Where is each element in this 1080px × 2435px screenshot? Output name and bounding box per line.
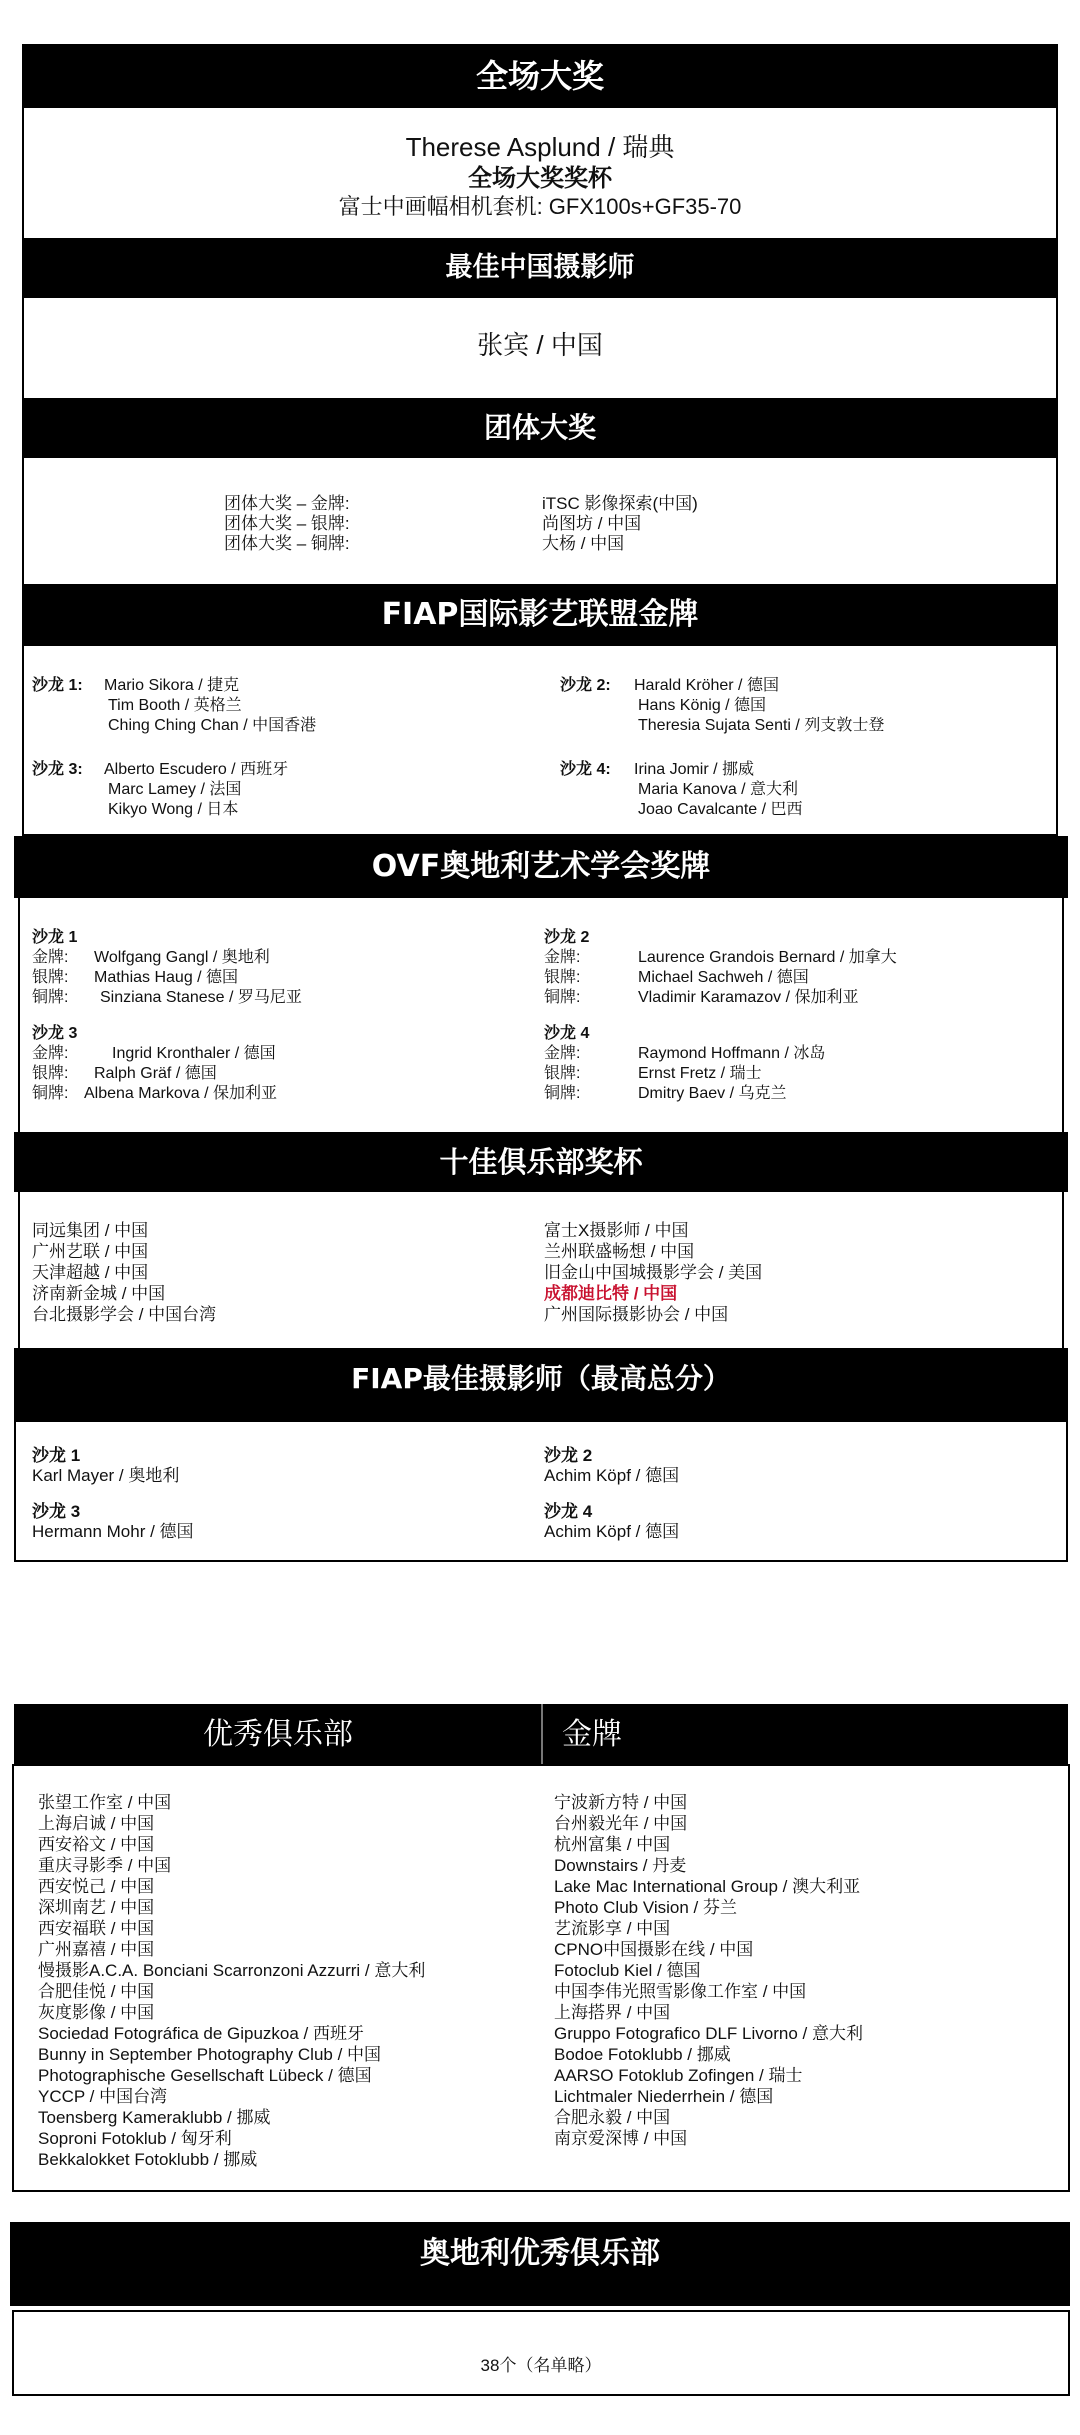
team-silver-label: 团体大奖 – 银牌: — [224, 514, 350, 533]
excellent-clubs-title-left: 优秀俱乐部 — [203, 1717, 353, 1752]
list-item: 合肥佳悦 / 中国 — [38, 1982, 155, 2001]
team-box — [22, 456, 1058, 586]
fiap-best-salon4-name: Achim Köpf / 德国 — [544, 1522, 680, 1541]
list-item: YCCP / 中国台湾 — [38, 2087, 168, 2106]
fiap-best-header — [14, 1348, 1068, 1422]
ovf-salon2-gold: Laurence Grandois Bernard / 加拿大 — [638, 949, 897, 966]
austria-clubs-box — [12, 2310, 1070, 2396]
best-chinese-header — [22, 238, 1058, 298]
team-gold-winner: iTSC 影像探索(中国) — [542, 494, 698, 513]
ovf-salon1-bronze: Sinziana Stanese / 罗马尼亚 — [100, 989, 302, 1006]
fiap-gold-header — [22, 584, 1058, 646]
list-item: 合肥永毅 / 中国 — [554, 2108, 671, 2127]
ovf-salon3-gold: Ingrid Kronthaler / 德国 — [112, 1045, 276, 1062]
list-item: 西安裕文 / 中国 — [38, 1835, 155, 1854]
excellent-clubs-right-list — [554, 1792, 863, 2149]
list-item: 上海启诚 / 中国 — [38, 1814, 155, 1833]
fiap-gold-title: FIAP国际影艺联盟金牌 — [381, 597, 699, 632]
list-item-highlighted: 成都迪比特 / 中国 — [544, 1284, 678, 1303]
fiap-best-salon2-name: Achim Köpf / 德国 — [544, 1466, 680, 1485]
ovf-salon1-label: 沙龙 1 — [32, 929, 78, 946]
list-item: Lichtmaler Niederrhein / 德国 — [554, 2087, 774, 2106]
excellent-clubs-box — [12, 1764, 1070, 2192]
list-item: 西安悦己 / 中国 — [38, 1877, 155, 1896]
list-item: 张望工作室 / 中国 — [38, 1793, 172, 1812]
fiap-gold-salon4-name: Maria Kanova / 意大利 — [638, 781, 799, 798]
ovf-medal-bronze-label: 铜牌: — [544, 1085, 581, 1102]
ovf-salon4-gold: Raymond Hoffmann / 冰岛 — [638, 1045, 826, 1062]
list-item: Bodoe Fotoklubb / 挪威 — [554, 2045, 731, 2064]
list-item: 南京爱深博 / 中国 — [554, 2129, 688, 2148]
list-item: 宁波新方特 / 中国 — [554, 1793, 688, 1812]
list-item: Bunny in September Photography Club / 中国 — [38, 2045, 382, 2064]
team-header — [22, 398, 1058, 458]
list-item: 西安福联 / 中国 — [38, 1919, 155, 1938]
fiap-best-salon3-label: 沙龙 3 — [32, 1502, 81, 1521]
top-clubs-left-list — [32, 1220, 216, 1325]
ovf-salon2-silver: Michael Sachweh / 德国 — [638, 969, 809, 986]
list-item: 广州艺联 / 中国 — [32, 1242, 149, 1261]
top-clubs-title: 十佳俱乐部奖杯 — [439, 1145, 643, 1179]
ovf-box — [18, 896, 1064, 1134]
ovf-medal-silver-label: 银牌: — [544, 969, 581, 986]
fiap-gold-salon3-name: Alberto Escudero / 西班牙 — [104, 761, 289, 778]
list-item: Bekkalokket Fotoklubb / 挪威 — [38, 2150, 258, 2169]
fiap-gold-salon4-name: Irina Jomir / 挪威 — [634, 761, 755, 778]
list-item: 灰度影像 / 中国 — [38, 2003, 155, 2022]
ovf-medal-gold-label: 金牌: — [544, 949, 581, 966]
ovf-salon4-silver: Ernst Fretz / 瑞士 — [638, 1065, 762, 1082]
best-chinese-box — [22, 296, 1058, 400]
fiap-gold-salon1-name: Ching Ching Chan / 中国香港 — [108, 717, 317, 734]
fiap-best-salon2-label: 沙龙 2 — [544, 1446, 593, 1465]
grand-prize-title: 全场大奖 — [475, 57, 604, 95]
list-item: Lake Mac International Group / 澳大利亚 — [554, 1877, 861, 1896]
list-item: Sociedad Fotográfica de Gipuzkoa / 西班牙 — [38, 2024, 364, 2043]
top-clubs-right-list — [544, 1220, 762, 1325]
fiap-gold-salon4-name: Joao Cavalcante / 巴西 — [638, 801, 803, 818]
ovf-salon1-gold: Wolfgang Gangl / 奥地利 — [94, 949, 270, 966]
ovf-salon2-bronze: Vladimir Karamazov / 保加利亚 — [638, 989, 859, 1006]
list-item: 广州国际摄影协会 / 中国 — [544, 1305, 729, 1324]
list-item: Photo Club Vision / 芬兰 — [554, 1898, 737, 1917]
ovf-title: OVF奥地利艺术学会奖牌 — [371, 849, 711, 884]
ovf-salon3-bronze: Albena Markova / 保加利亚 — [84, 1085, 277, 1102]
grand-prize-camera: 富士中画幅相机套机: GFX100s+GF35-70 — [338, 194, 742, 219]
list-item: AARSO Fotoklub Zofingen / 瑞士 — [554, 2066, 803, 2085]
ovf-medal-silver-label: 银牌: — [32, 1065, 69, 1082]
ovf-salon3-silver: Ralph Gräf / 德国 — [94, 1065, 217, 1082]
grand-prize-trophy: 全场大奖奖杯 — [468, 164, 612, 192]
list-item: 旧金山中国城摄影学会 / 美国 — [544, 1263, 763, 1282]
fiap-best-box — [14, 1420, 1068, 1562]
ovf-medal-bronze-label: 铜牌: — [32, 989, 69, 1006]
list-item: CPNO中国摄影在线 / 中国 — [554, 1940, 754, 1959]
list-item: 重庆寻影季 / 中国 — [38, 1856, 172, 1875]
austria-clubs-note: 38个（名单略） — [480, 2356, 602, 2375]
best-chinese-title: 最佳中国摄影师 — [445, 252, 635, 283]
fiap-gold-salon1-name: Mario Sikora / 捷克 — [104, 677, 240, 694]
fiap-best-salon1-label: 沙龙 1 — [32, 1446, 81, 1465]
ovf-medal-silver-label: 银牌: — [544, 1065, 581, 1082]
fiap-gold-salon2-name: Harald Kröher / 德国 — [634, 677, 779, 694]
ovf-medal-bronze-label: 铜牌: — [544, 989, 581, 1006]
fiap-gold-salon3-name: Marc Lamey / 法国 — [108, 781, 242, 798]
list-item: 艺流影享 / 中国 — [554, 1919, 671, 1938]
list-item: Soproni Fotoklub / 匈牙利 — [38, 2129, 232, 2148]
list-item: 同远集团 / 中国 — [32, 1221, 149, 1240]
fiap-gold-salon3-name: Kikyo Wong / 日本 — [108, 801, 239, 818]
ovf-medal-bronze-label: 铜牌: — [32, 1085, 69, 1102]
fiap-gold-salon1-name: Tim Booth / 英格兰 — [108, 697, 242, 714]
list-item: 济南新金城 / 中国 — [32, 1284, 166, 1303]
top-clubs-box — [18, 1190, 1064, 1350]
grand-prize-box — [22, 106, 1058, 240]
list-item: 富士X摄影师 / 中国 — [544, 1221, 689, 1240]
team-gold-label: 团体大奖 – 金牌: — [224, 494, 350, 513]
austria-clubs-header — [10, 2222, 1070, 2306]
fiap-best-salon4-label: 沙龙 4 — [544, 1502, 593, 1521]
ovf-medal-gold-label: 金牌: — [32, 1045, 69, 1062]
list-item: 中国李伟光照雪影像工作室 / 中国 — [554, 1982, 807, 2001]
ovf-salon4-bronze: Dmitry Baev / 乌克兰 — [638, 1085, 787, 1102]
fiap-gold-box — [22, 644, 1058, 836]
austria-clubs-title: 奥地利优秀俱乐部 — [420, 2236, 660, 2271]
fiap-best-title: FIAP最佳摄影师（最高总分） — [351, 1362, 731, 1395]
excellent-clubs-title-right: 金牌 — [562, 1717, 622, 1752]
list-item: 上海搭界 / 中国 — [554, 2003, 671, 2022]
excellent-clubs-divider — [541, 1704, 543, 1766]
best-chinese-winner: 张宾 / 中国 — [477, 330, 603, 360]
fiap-gold-salon4-label: 沙龙 4: — [560, 761, 611, 778]
fiap-best-salon1-name: Karl Mayer / 奥地利 — [32, 1466, 180, 1485]
list-item: Downstairs / 丹麦 — [554, 1856, 687, 1875]
top-clubs-header — [14, 1132, 1068, 1192]
ovf-medal-silver-label: 银牌: — [32, 969, 69, 986]
ovf-salon3-label: 沙龙 3 — [32, 1025, 78, 1042]
excellent-clubs-header — [14, 1704, 1068, 1766]
list-item: 台北摄影学会 / 中国台湾 — [32, 1305, 217, 1324]
team-title: 团体大奖 — [483, 411, 596, 444]
team-silver-winner: 尚图坊 / 中国 — [542, 514, 642, 533]
ovf-medal-gold-label: 金牌: — [32, 949, 69, 966]
fiap-gold-salon2-name: Hans König / 德国 — [638, 697, 767, 714]
list-item: 慢摄影A.C.A. Bonciani Scarronzoni Azzurri / 意大利 — [38, 1961, 426, 1980]
team-bronze-winner: 大杨 / 中国 — [542, 534, 625, 553]
list-item: Photographische Gesellschaft Lübeck / 德国 — [38, 2066, 372, 2085]
list-item: Toensberg Kameraklubb / 挪威 — [38, 2108, 271, 2127]
grand-prize-winner: Therese Asplund / 瑞典 — [405, 132, 675, 162]
fiap-gold-salon2-label: 沙龙 2: — [560, 677, 611, 694]
team-bronze-label: 团体大奖 – 铜牌: — [224, 534, 350, 553]
ovf-salon4-label: 沙龙 4 — [544, 1025, 590, 1042]
list-item: Gruppo Fotografico DLF Livorno / 意大利 — [554, 2024, 863, 2043]
ovf-medal-gold-label: 金牌: — [544, 1045, 581, 1062]
list-item: 广州嘉禧 / 中国 — [38, 1940, 155, 1959]
list-item: 天津超越 / 中国 — [32, 1263, 149, 1282]
fiap-gold-salon2-name: Theresia Sujata Senti / 列支敦士登 — [638, 717, 885, 734]
fiap-gold-salon1-label: 沙龙 1: — [32, 677, 83, 694]
list-item: 杭州富集 / 中国 — [554, 1835, 671, 1854]
list-item: Fotoclub Kiel / 德国 — [554, 1961, 701, 1980]
grand-prize-header — [22, 44, 1058, 108]
list-item: 台州毅光年 / 中国 — [554, 1814, 688, 1833]
ovf-header — [14, 836, 1068, 898]
list-item: 深圳南艺 / 中国 — [38, 1898, 155, 1917]
ovf-salon1-silver: Mathias Haug / 德国 — [94, 969, 239, 986]
fiap-best-salon3-name: Hermann Mohr / 德国 — [32, 1522, 194, 1541]
fiap-gold-salon3-label: 沙龙 3: — [32, 761, 83, 778]
list-item: 兰州联盛畅想 / 中国 — [544, 1242, 695, 1261]
excellent-clubs-left-list — [38, 1792, 425, 2170]
ovf-salon2-label: 沙龙 2 — [544, 929, 590, 946]
